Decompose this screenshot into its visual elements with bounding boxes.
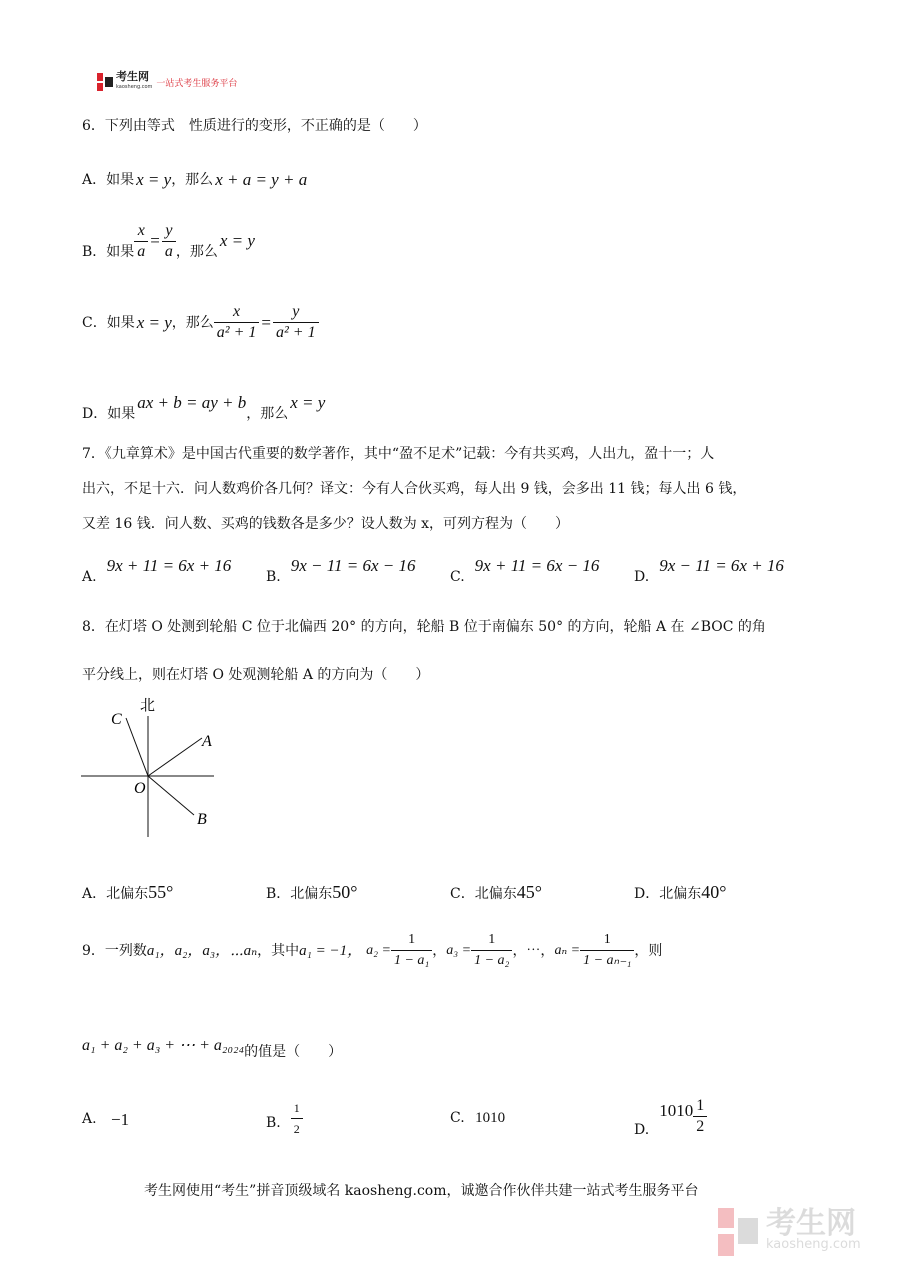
q6-c-mid: ，那么 [171, 314, 214, 331]
q9-sum-tail: 的值是（ ） [244, 1044, 343, 1060]
q6-a-expr1: x = y [136, 170, 172, 189]
q6-b-num2: y [162, 221, 176, 242]
q7-option-d [634, 545, 784, 587]
q7-d-label: D. [634, 569, 650, 585]
q9-d-den: 2 [696, 1117, 705, 1135]
q8-d-val: 40° [701, 882, 727, 902]
q6-b-mid: ，那么 [175, 244, 218, 260]
q9-an-den: 1 − aₙ₋₁ [583, 953, 632, 968]
q7-line3: 又差 16 钱．问人数、买鸡的钱数各是多少？设人数为 x，可列方程为（ ） [82, 516, 570, 532]
q7-option-b [266, 545, 416, 587]
q6-stem: 6．下列由等式 性质进行的变形，不正确的是（ ） [82, 118, 427, 134]
q6-option-a [82, 170, 307, 190]
q9-option-d [634, 1092, 707, 1140]
q6-b-den2: a [164, 242, 173, 260]
q9-a3-lhs: a₃ = [446, 942, 472, 958]
q8-line1: 8．在灯塔 O 处测到轮船 C 位于北偏西 20° 的方向，轮船 B 位于南偏东 50° 的方向，轮船 A 在 ∠BOC 的角 [82, 619, 766, 635]
q7-d-expr: 9x − 11 = 6x + 16 [659, 556, 784, 575]
q7-c-label: C. [450, 569, 465, 585]
q9-where: ，其中 [257, 942, 300, 959]
q9-b-num: 1 [291, 1098, 303, 1119]
q9-d-label: D. [634, 1122, 650, 1138]
q6-d-label: D．如果 [82, 406, 136, 422]
q8-c-label: C．北偏东 [450, 886, 517, 902]
label-north: 北 [140, 696, 156, 714]
label-c: C [111, 711, 122, 728]
logo-text: 考生网 [116, 70, 149, 83]
q6-c-den1: a² + 1 [216, 324, 257, 341]
q9-an-frac [580, 930, 634, 971]
q6-option-b [82, 220, 255, 262]
ray-oc [126, 718, 148, 776]
q9-intro: 9．一列数 [82, 942, 147, 959]
q9-a3-den: 1 − a₂ [474, 953, 510, 968]
q9-d-whole: 1010 [659, 1101, 694, 1120]
q8-option-d [634, 882, 726, 904]
ray-ob [148, 776, 194, 815]
header-logo [97, 72, 237, 92]
kaosheng-logo-icon [97, 73, 113, 91]
q7-option-c [450, 545, 599, 587]
q9-c-val: 1010 [475, 1110, 506, 1126]
q9-then: ，则 [634, 942, 663, 959]
q8-option-c [450, 882, 542, 904]
label-a: A [202, 733, 212, 750]
q7-b-label: B. [266, 569, 281, 585]
q6-c-eq: = [261, 312, 271, 332]
q6-d-mid: ，那么 [246, 406, 289, 422]
q8-b-label: B．北偏东 [266, 886, 333, 902]
q6-b-num1: x [134, 221, 148, 242]
q6-a-expr2: x + a = y + a [215, 170, 308, 189]
q9-a2-den: 1 − a₁ [393, 953, 430, 968]
q9-an-lhs: aₙ = [554, 942, 581, 958]
q6-b-den1: a [137, 242, 146, 260]
q8-d-label: D．北偏东 [634, 886, 702, 902]
q8-a-val: 55° [148, 882, 174, 902]
logo-slogan: 一站式考生服务平台 [156, 78, 238, 89]
q6-b-frac1 [134, 221, 148, 262]
label-b: B [197, 811, 207, 828]
watermark-text: 考生网 [766, 1206, 856, 1241]
q9-b-frac [291, 1098, 303, 1139]
q9-a2-lhs: a₂ = [366, 942, 391, 958]
q9-an-num: 1 [580, 930, 634, 951]
ray-oa [148, 738, 202, 776]
q8-figure [78, 694, 228, 844]
label-o: O [134, 780, 146, 797]
q6-c-den2: a² + 1 [275, 324, 316, 341]
q7-b-expr: 9x − 11 = 6x − 16 [290, 556, 416, 575]
q9-a-label: A. [82, 1111, 97, 1127]
q9-a1: a₁ = −1， [299, 942, 363, 959]
watermark-sub: kaosheng.com [766, 1237, 861, 1252]
q6-c-num2: y [273, 302, 319, 323]
q9-line2 [82, 1030, 342, 1062]
q6-a-label: A．如果 [82, 172, 135, 188]
q9-seq: a₁，a₂，a₃，⋯aₙ [146, 942, 258, 959]
q9-d-num: 1 [693, 1096, 707, 1117]
q9-a2-num: 1 [391, 930, 432, 951]
q6-b-eq: = [150, 231, 160, 250]
q6-d-expr1: ax + b = ay + b [137, 393, 247, 412]
q6-b-expr2: x = y [219, 231, 255, 250]
q8-a-label: A．北偏东 [82, 886, 149, 902]
q9-option-c [450, 1108, 505, 1128]
q6-c-frac2 [273, 302, 319, 343]
q9-option-a [82, 1108, 129, 1129]
q9-c-label: C. [450, 1110, 465, 1126]
q8-c-val: 45° [516, 882, 542, 902]
q6-c-num1: x [214, 302, 260, 323]
q9-dots: ，⋯， [512, 942, 555, 959]
q9-comma-1: ， [432, 942, 447, 959]
q9-line1 [82, 930, 662, 971]
q6-a-mid: ，那么 [171, 172, 214, 188]
q7-option-a [82, 545, 231, 587]
q8-line2: 平分线上，则在灯塔 O 处观测轮船 A 的方向为（ ） [82, 667, 430, 683]
q9-a3-num: 1 [471, 930, 512, 951]
footer-watermark [718, 1208, 861, 1256]
q6-b-label: B．如果 [82, 244, 135, 260]
q6-option-c [82, 302, 319, 343]
q6-option-d [82, 382, 325, 424]
q7-a-label: A. [82, 569, 97, 585]
q8-b-val: 50° [332, 882, 358, 902]
q9-d-frac [693, 1096, 707, 1137]
q9-b-label: B. [266, 1114, 281, 1131]
q7-line1: 7．《九章算术》是中国古代重要的数学著作，其中“盈不足术”记载：今有共买鸡，人出九，盈十一；人 [82, 446, 715, 462]
q6-c-frac1 [214, 302, 260, 343]
q8-option-a [82, 882, 173, 904]
q9-a2-frac [391, 930, 432, 971]
q9-option-b [266, 1098, 303, 1139]
q6-c-expr1: x = y [136, 312, 172, 332]
q6-b-frac2 [162, 221, 176, 262]
q6-d-expr2: x = y [290, 393, 326, 412]
q9-sum-expr: a₁ + a₂ + a₃ + ⋯ + a₂₀₂₄ [82, 1037, 245, 1054]
footer-text: 考生网使用“考生”拼音顶级域名 kaosheng.com，诚邀合作伙伴共建一站式考生服务平台 [144, 1183, 699, 1199]
q7-c-expr: 9x + 11 = 6x − 16 [474, 556, 600, 575]
watermark-logo-icon [718, 1208, 760, 1256]
q9-a3-frac [471, 930, 512, 971]
q6-c-label: C．如果 [82, 314, 135, 331]
q9-a-val: −1 [111, 1110, 130, 1129]
q7-line2: 出六，不足十六．问人数鸡价各几何？译文：今有人合伙买鸡，每人出 9 钱，会多出 11 钱；每人出 6 钱， [82, 481, 747, 497]
q7-a-expr: 9x + 11 = 6x + 16 [106, 556, 232, 575]
q8-option-b [266, 882, 358, 904]
logo-sub: kaosheng.com [116, 84, 153, 90]
q9-b-den: 2 [293, 1122, 300, 1136]
